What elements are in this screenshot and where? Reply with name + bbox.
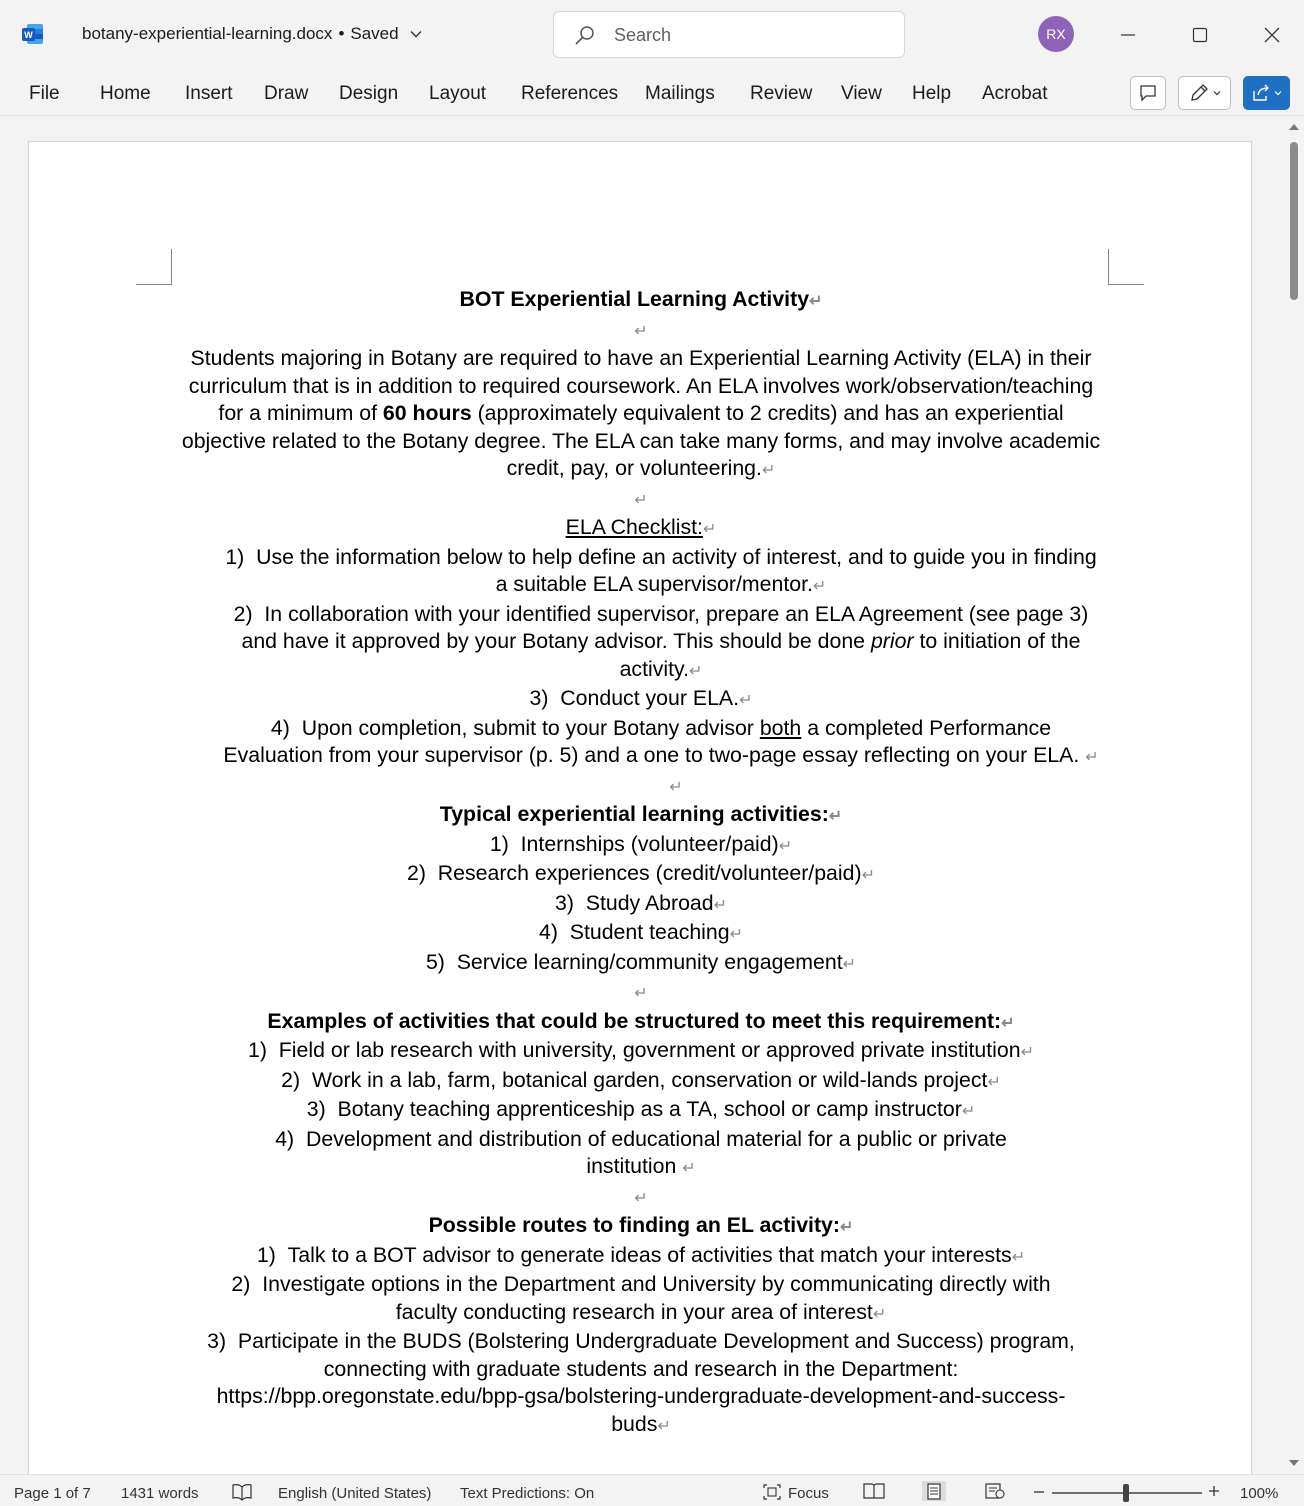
tab-home[interactable]: Home — [100, 83, 151, 104]
list-number: 5) — [425, 949, 445, 974]
list-number: 3) — [529, 686, 549, 710]
pen-icon — [1188, 82, 1212, 104]
focus-label[interactable]: Focus — [788, 1485, 829, 1502]
list-item-text: Participate in the BUDS (Bolstering Undergraduate Development and Success) program, connecting with graduate students and research in the Department: https://bpp.oregonstate.edu/bpp-gsa/bolstering-undergraduate-development-and-success-buds — [216, 1329, 1075, 1436]
examples-heading — [179, 1008, 1103, 1038]
list-item — [179, 831, 1103, 861]
paragraph-mark: ↵ — [689, 662, 703, 680]
paragraph-mark: ↵ — [842, 955, 857, 973]
page-count[interactable]: Page 1 of 7 — [14, 1485, 91, 1502]
svg-text:W: W — [24, 30, 33, 40]
empty-paragraph — [179, 978, 1103, 1008]
intro-text-end: (approximately equivalent to 2 credits) and has an experiential objective related to the Botany degree. The ELA can take many forms, and may involve academic credit, pay, or volunteering. — [181, 401, 1101, 480]
scrollbar-thumb[interactable] — [1290, 142, 1298, 300]
vertical-scrollbar[interactable] — [1284, 116, 1304, 1474]
scroll-down-icon[interactable] — [1287, 1458, 1301, 1468]
print-layout-icon[interactable] — [922, 1481, 946, 1501]
paragraph-mark: ↵ — [1011, 1248, 1026, 1266]
paragraph-mark: ↵ — [739, 692, 753, 709]
paragraph-mark: ↵ — [1020, 1044, 1034, 1061]
list-item-text: Upon completion, submit to your Botany advisor — [301, 715, 760, 740]
paragraph-mark: ↵ — [713, 896, 728, 914]
list-number: 1) — [225, 544, 245, 569]
close-icon — [1264, 27, 1280, 43]
ribbon-tabs — [0, 70, 1304, 116]
paragraph-mark: ↵ — [682, 1160, 696, 1177]
list-item-text: Service learning/community engagement — [456, 949, 843, 974]
zoom-level[interactable]: 100% — [1240, 1485, 1279, 1502]
paragraph-mark: ↵ — [812, 578, 827, 595]
list-item — [179, 1242, 1103, 1272]
save-separator: • — [338, 24, 345, 43]
list-item — [179, 1096, 1103, 1126]
tab-layout[interactable]: Layout — [429, 83, 487, 104]
list-item — [179, 1067, 1103, 1097]
zoom-slider-thumb[interactable] — [1123, 1484, 1129, 1502]
document-page[interactable] — [28, 141, 1252, 1474]
chevron-down-icon — [1212, 88, 1222, 98]
tab-references[interactable]: References — [521, 83, 619, 104]
editing-mode-button[interactable] — [1178, 76, 1231, 110]
empty-paragraph — [179, 485, 1103, 515]
tab-acrobat[interactable]: Acrobat — [982, 83, 1048, 104]
paragraph-mark: ↵ — [634, 1189, 648, 1207]
list-item-text: Work in a lab, farm, botanical garden, conservation or wild-lands project — [311, 1067, 988, 1092]
list-item — [179, 919, 1103, 949]
word-logo-icon — [21, 22, 45, 46]
margin-corner-mark — [1108, 249, 1144, 285]
list-item-italic-text: prior — [870, 629, 914, 653]
list-item — [179, 1271, 1103, 1328]
heading-text: BOT Experiential Learning Activity — [459, 287, 810, 311]
paragraph-mark: ↵ — [961, 1103, 976, 1120]
focus-icon[interactable] — [762, 1483, 782, 1501]
share-button[interactable] — [1243, 76, 1290, 110]
document-body[interactable] — [179, 286, 1103, 1440]
list-item — [179, 601, 1103, 686]
list-item-underlined-text: both — [759, 715, 802, 740]
list-item-text: Investigate options in the Department and University by communicating directly with faculty conducting research in your area of interest — [262, 1272, 1051, 1324]
paragraph-mark: ↵ — [840, 1219, 854, 1236]
paragraph-mark: ↵ — [861, 867, 875, 884]
tab-design[interactable]: Design — [339, 83, 399, 104]
list-item — [179, 949, 1103, 979]
document-heading — [179, 286, 1103, 316]
list-number: 2) — [281, 1067, 301, 1092]
minimize-button[interactable] — [1113, 20, 1143, 50]
close-button[interactable] — [1257, 20, 1287, 50]
list-number: 4) — [538, 920, 558, 944]
list-number: 3) — [306, 1097, 326, 1121]
paragraph-mark: ↵ — [634, 985, 648, 1002]
paragraph-mark: ↵ — [872, 1305, 887, 1323]
tab-file[interactable]: File — [29, 83, 60, 104]
list-item — [179, 544, 1103, 601]
paragraph-mark: ↵ — [1001, 1014, 1015, 1032]
comment-icon — [1138, 83, 1158, 103]
search-placeholder: Search — [614, 25, 672, 45]
file-name: botany-experiential-learning.docx — [82, 24, 333, 43]
list-item-text: Study Abroad — [585, 890, 714, 915]
list-item — [179, 890, 1103, 920]
list-item — [179, 685, 1103, 715]
paragraph-mark: ↵ — [657, 1417, 671, 1435]
zoom-out-icon[interactable] — [1033, 1487, 1045, 1497]
maximize-icon — [1192, 27, 1208, 43]
intro-bold-text: 60 hours — [382, 401, 472, 425]
document-canvas[interactable] — [0, 116, 1284, 1474]
chevron-down-icon — [409, 27, 423, 41]
list-number: 4) — [275, 1126, 295, 1151]
typical-heading-text: Typical experiential learning activities: — [439, 802, 829, 826]
tab-insert[interactable]: Insert — [185, 83, 233, 104]
paragraph-mark: ↵ — [828, 808, 843, 825]
list-number: 4) — [270, 715, 290, 740]
paragraph-mark: ↵ — [778, 837, 793, 855]
tab-help[interactable]: Help — [912, 83, 952, 104]
tab-draw[interactable]: Draw — [264, 83, 309, 104]
maximize-button[interactable] — [1185, 20, 1215, 50]
list-number: 1) — [256, 1242, 276, 1267]
empty-paragraph — [179, 772, 1103, 802]
paragraph-mark: ↵ — [729, 926, 744, 943]
list-item-text: Research experiences (credit/volunteer/paid) — [437, 861, 862, 885]
read-mode-icon[interactable] — [862, 1482, 886, 1500]
avatar[interactable]: RX — [1038, 16, 1074, 52]
list-item-text: Use the information below to help define an activity of interest, and to guide you in finding a suitable ELA supervisor/mentor. — [256, 544, 1097, 596]
proofing-book-icon[interactable] — [231, 1483, 253, 1501]
checklist-heading-text: ELA Checklist: — [565, 515, 703, 539]
share-icon — [1251, 83, 1273, 103]
paragraph-mark: ↵ — [987, 1073, 1001, 1091]
list-item — [179, 715, 1103, 772]
list-item — [179, 1328, 1103, 1440]
checklist-heading — [179, 514, 1103, 544]
search-icon — [573, 24, 597, 48]
paragraph-mark: ↵ — [634, 491, 648, 509]
list-item — [179, 860, 1103, 890]
text-predictions-status[interactable]: Text Predictions: On — [460, 1485, 595, 1502]
tab-review[interactable]: Review — [750, 83, 813, 104]
typical-heading — [179, 801, 1103, 831]
list-item — [179, 1126, 1103, 1183]
list-number: 1) — [248, 1038, 267, 1062]
routes-heading — [179, 1212, 1103, 1242]
list-item-text-end: a completed Performance Evaluation from your supervisor (p. 5) and a one to two-page essay reflecting on your ELA. — [223, 715, 1086, 767]
chevron-down-icon — [1273, 88, 1283, 98]
margin-corner-mark — [136, 249, 172, 285]
list-item-text: Botany teaching apprenticeship as a TA, school or camp instructor — [337, 1097, 962, 1121]
list-item-text: Development and distribution of educational material for a public or private institution — [305, 1126, 1007, 1178]
list-number: 3) — [207, 1329, 227, 1353]
tab-view[interactable]: View — [841, 83, 882, 104]
search-box[interactable] — [553, 11, 905, 58]
status-bar — [0, 1474, 1304, 1506]
intro-paragraph — [179, 345, 1103, 485]
scroll-up-icon[interactable] — [1287, 122, 1301, 132]
list-item-text: Conduct your ELA. — [560, 686, 740, 710]
list-item-text: Field or lab research with university, government or approved private institution — [278, 1038, 1021, 1062]
paragraph-mark: ↵ — [761, 462, 776, 479]
list-number: 2) — [407, 861, 426, 885]
title-bar — [0, 0, 1304, 70]
empty-paragraph — [179, 1183, 1103, 1213]
save-status: Saved — [350, 24, 399, 43]
routes-heading-text: Possible routes to finding an EL activity: — [428, 1213, 840, 1237]
intro-text: Students majoring in Botany are required to have an Experiential Learning Activity (ELA) in their curriculum that is in addition to required coursework. An ELA involves work/observation/teaching for a minimum of — [188, 346, 1094, 425]
zoom-in-icon[interactable] — [1208, 1485, 1220, 1497]
paragraph-mark: ↵ — [669, 778, 683, 796]
paragraph-mark: ↵ — [702, 521, 717, 538]
list-number: 1) — [489, 831, 509, 856]
tab-mailings[interactable]: Mailings — [645, 83, 715, 104]
examples-heading-text: Examples of activities that could be structured to meet this requirement: — [267, 1008, 1002, 1033]
list-item-text: Talk to a BOT advisor to generate ideas of activities that match your interests — [287, 1242, 1012, 1267]
list-item-text: Internships (volunteer/paid) — [520, 831, 779, 856]
language-status[interactable]: English (United States) — [278, 1485, 432, 1502]
minimize-icon — [1120, 27, 1136, 43]
list-item — [179, 1037, 1103, 1067]
web-layout-icon[interactable] — [984, 1482, 1006, 1500]
list-number: 3) — [554, 890, 574, 915]
comments-button[interactable] — [1130, 76, 1166, 110]
list-item-text: Student teaching — [569, 920, 730, 944]
list-number: 2) — [233, 601, 253, 626]
paragraph-mark: ↵ — [1085, 749, 1099, 766]
list-item-text-end: to initiation of the activity. — [619, 629, 1081, 681]
document-title[interactable] — [82, 24, 423, 44]
list-number: 2) — [231, 1272, 251, 1296]
paragraph-mark: ↵ — [634, 322, 648, 340]
empty-paragraph — [179, 316, 1103, 346]
list-item-text: In collaboration with your identified supervisor, prepare an ELA Agreement (see page 3) and have it approved by your Botany advisor. This should be done — [241, 601, 1089, 653]
word-count[interactable]: 1431 words — [121, 1485, 199, 1502]
paragraph-mark: ↵ — [809, 293, 823, 310]
